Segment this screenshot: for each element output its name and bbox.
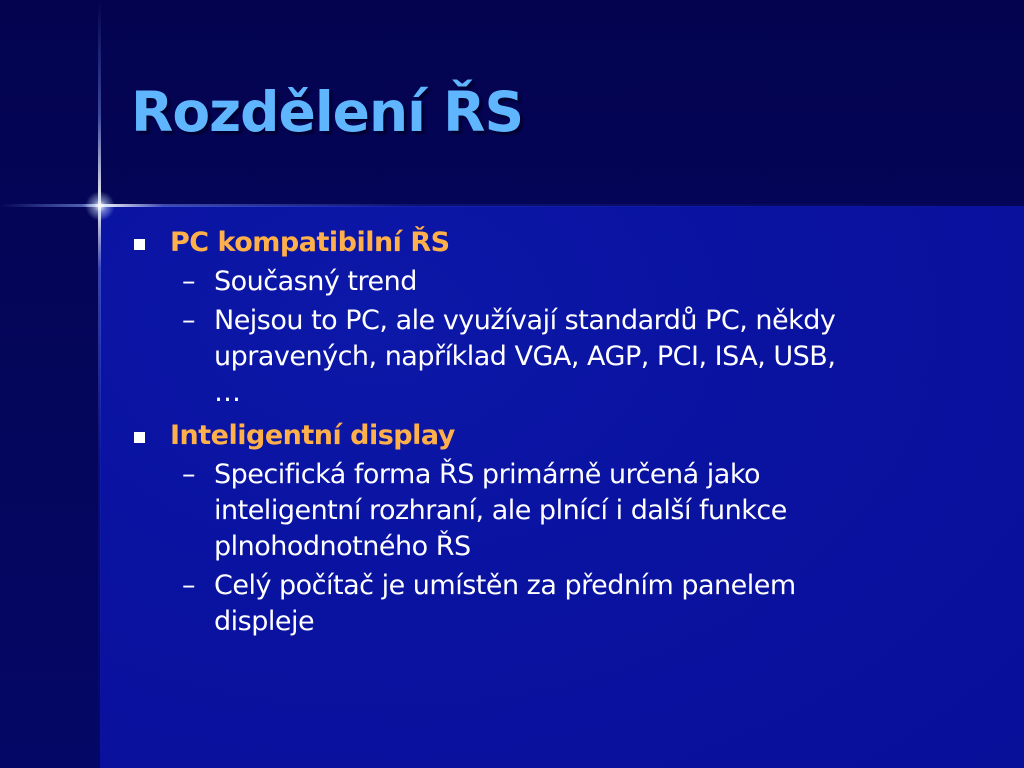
square-bullet-icon (134, 432, 145, 443)
horizontal-light-line (0, 204, 1024, 207)
light-flare (85, 191, 115, 221)
bullet-text: PC kompatibilní ŘS (170, 227, 450, 258)
sub-item (130, 568, 960, 640)
sub-item-line: Současný trend (214, 266, 417, 297)
dash-marker: – (182, 266, 195, 297)
bullet-item-intelligent-display (130, 418, 960, 454)
sub-item-line: displeje (214, 606, 315, 637)
vertical-light-line (98, 0, 101, 768)
sub-item-line: upravených, například VGA, AGP, PCI, ISA, USB, (214, 341, 836, 372)
sub-item-line: Celý počítač je umístěn za předním panelem (214, 570, 796, 601)
sub-item-line: Nejsou to PC, ale využívají standardů PC, někdy (214, 305, 836, 336)
sub-item-line: … (214, 377, 241, 408)
slide-body (130, 225, 960, 640)
sub-item-line: inteligentní rozhraní, ale plnící i další funkce (214, 495, 787, 526)
sub-item-line: Specifická forma ŘS primárně určená jako (214, 459, 761, 490)
sub-item (130, 457, 960, 565)
square-bullet-icon (134, 239, 145, 250)
bullet-text: Inteligentní display (170, 420, 455, 451)
sub-item-line: plnohodnotného ŘS (214, 531, 471, 562)
sub-item (130, 264, 960, 300)
left-panel (0, 206, 100, 768)
dash-marker: – (182, 459, 195, 490)
slide-title: Rozdělení ŘS (131, 80, 524, 144)
dash-marker: – (182, 305, 195, 336)
dash-marker: – (182, 570, 195, 601)
sub-item (130, 303, 960, 411)
bullet-item-pc-compatible (130, 225, 960, 261)
